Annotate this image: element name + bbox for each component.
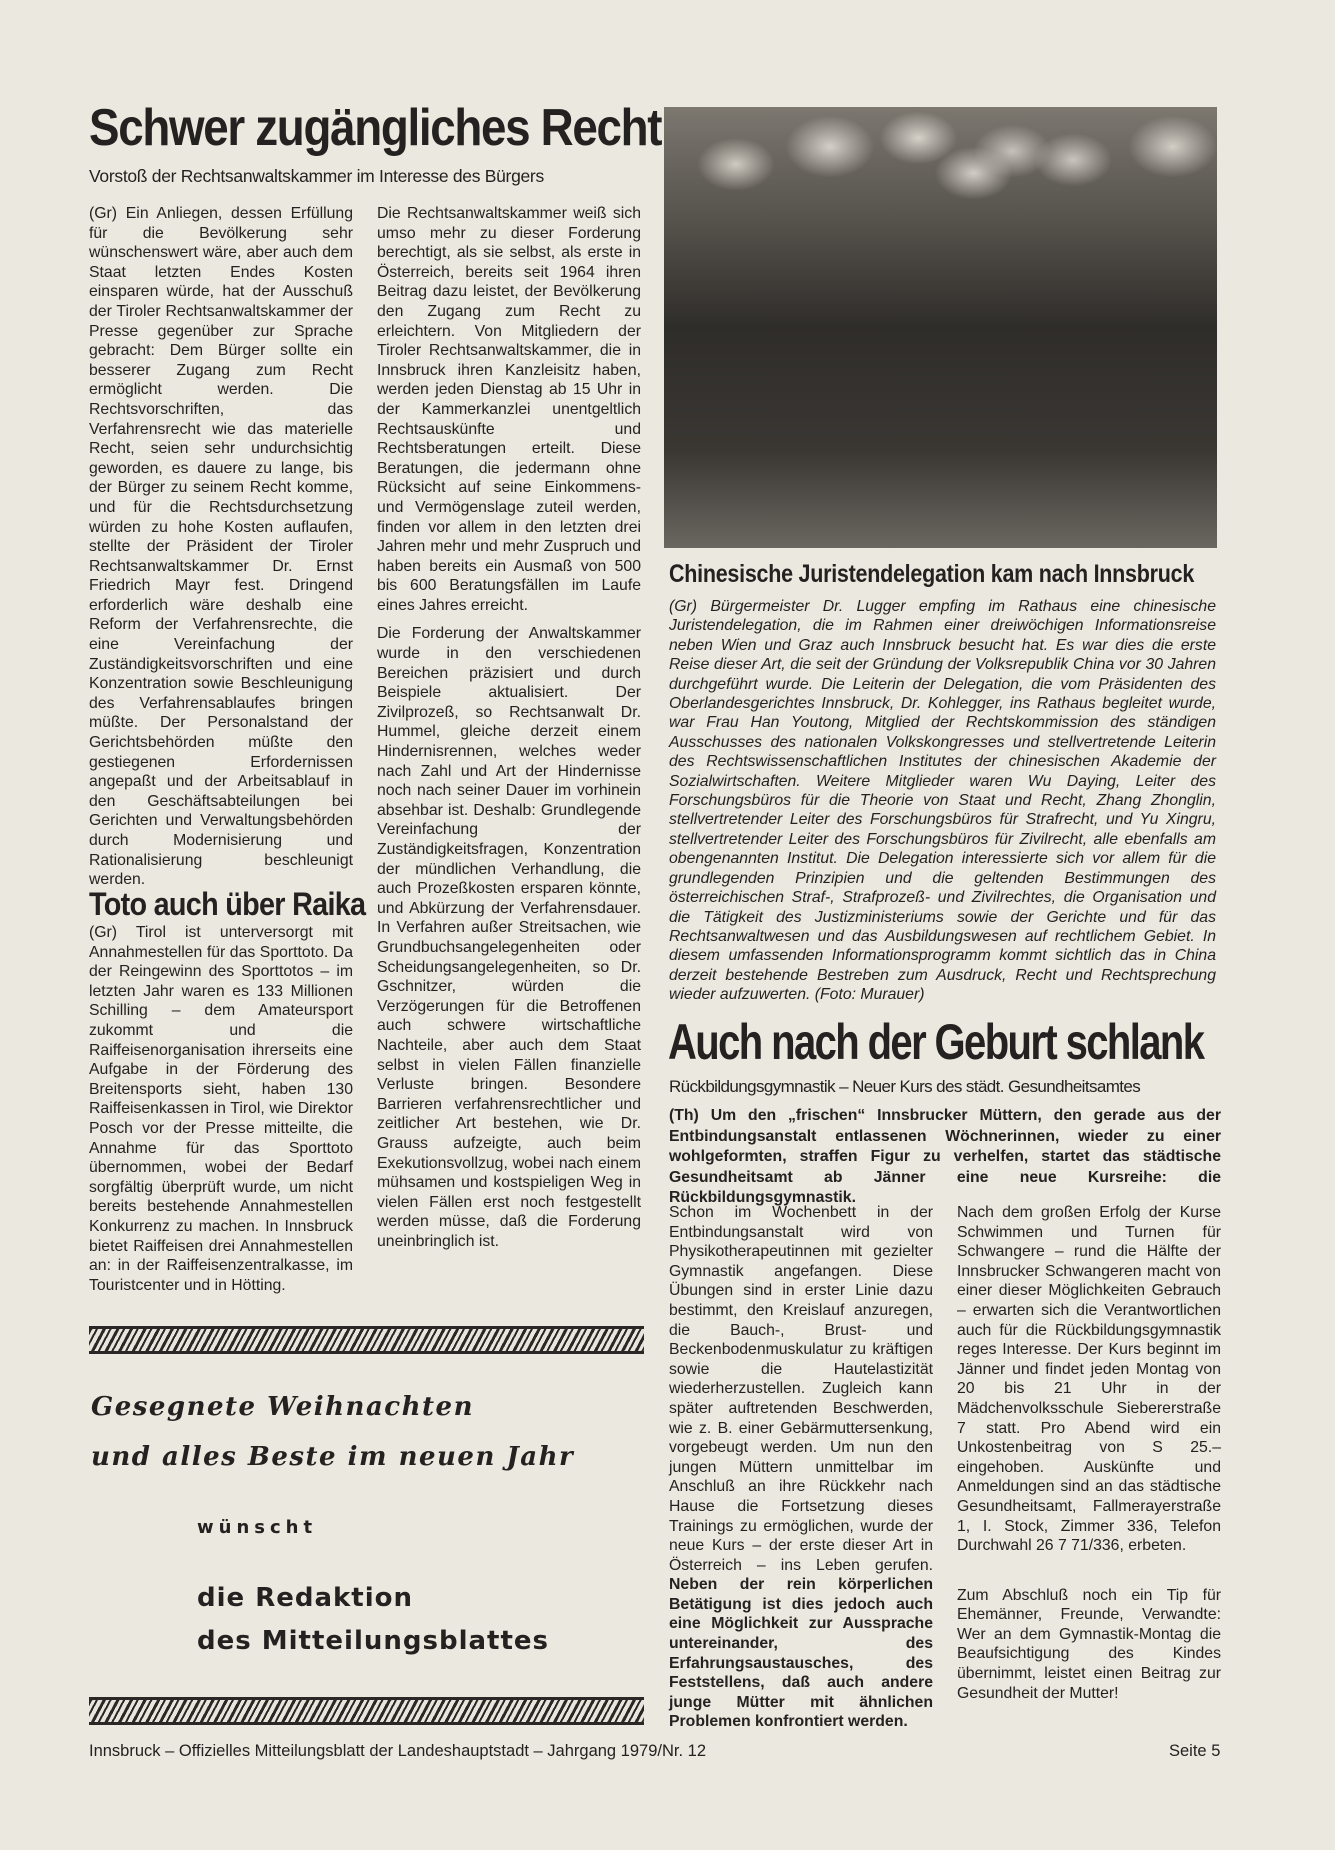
article3-column-1 (669, 1203, 933, 1732)
article1-col1-paragraph: (Gr) Ein Anliegen, dessen Erfüllung für die Bevölkerung sehr wünschenswert wäre, aber auch dem Staat letzten Endes Kosten einsparen würde, hat der Ausschuß der Tiroler Rechtsanwaltskammer der Presse gegenüber zur Sprache gebracht: Dem Bürger sollte ein besserer Zugang zum Recht ermöglicht werden. Die Rechtsvorschriften, das Verfahrensrecht wie das materielle Recht, seien sehr undurchsichtig geworden, es dauere zu lange, bis der Bürger zu seinem Recht komme, und für die Rechtsdurchsetzung würden zu hohe Kosten auflaufen, stellte der Präsident der Tiroler Rechtsanwaltskammer Dr. Ernst Friedrich Mayr fest. Dringend erforderlich wäre deshalb eine Reform der Verfahrensrechte, die eine Vereinfachung der Zuständigkeitsvorschriften und eine Konzentration sowie Beschleunigung des Verfahrensablaufes bringen müßte. Der Personalstand der Gerichtsbehörden müßte den gestiegenen Erfordernissen angepaßt und der Arbeitsablauf in den Geschäftsabteilungen bei Gerichten und Verwaltungsbehörden durch Modernisierung und Rationalisierung beschleunigt werden. (89, 205, 353, 889)
greeting-line-4: die Redaktion (197, 1583, 414, 1613)
ornament-border-top (89, 1326, 644, 1354)
article2-headline: Toto auch über Raika (89, 886, 366, 922)
ornament-border-bottom (89, 1697, 644, 1725)
article3-col2-paragraph: Zum Abschluß noch ein Tip für Ehemänner, Freunde, Verwandte: Wer an dem Gymnastik-Montag die Beaufsichtigung des Kindes übernimmt, leistet einen Beitrag zur Gesundheit der Mutter! (957, 1586, 1221, 1702)
article2-paragraph: (Gr) Tirol ist unterversorgt mit Annahmestellen für das Sporttoto. Da der Reingewinn des Sporttotos – im letzten Jahr waren es 133 Millionen Schilling – dem Amateursport zukommt und die Raiffeisenorganisation ihrerseits eine Aufgabe in der Förderung des Breitensports sieht, haben 130 Raiffeisenkassen in Tirol, wie Direktor Posch vor der Presse mitteilte, die Annahme für das Sporttoto übernommen, wobei der Bedarf sorgfältig überprüft wurde, um nicht bereits bestehende Annahmestellen Konkurrenz zu machen. In Innsbruck bietet Raiffeisen drei Annahmestellen an: in der Raiffeisenzentralkasse, im Touristcenter und in Hötting. (89, 924, 353, 1294)
article3-lead: (Th) Um den „frischen“ Innsbrucker Müttern, den gerade aus der Entbindungsanstalt entlassenen Wöchnerinnen, wieder zu einer wohlgeformten, straffen Figur zu verhelfen, startet das städtische Gesundheitsamt ab Jänner eine neue Kursreihe: die Rückbildungsgymnastik. (669, 1107, 1221, 1207)
article1-headline: Schwer zugängliches Recht (89, 99, 662, 157)
article3-col2-paragraph: Nach dem großen Erfolg der Kurse Schwimmen und Turnen für Schwangere – rund die Hälfte der Innsbrucker Schwangeren macht von einer dieser Möglichkeiten Gebrauch – erwarten sich die Verantwortlichen auch für die Rückbildungsgymnastik reges Interesse. Der Kurs beginnt im Jänner und findet jeden Montag von 20 bis 21 Uhr in der Mädchenvolksschule Siebererstraße 7 statt. Pro Abend wird ein Unkostenbeitrag von S 25.– eingehoben. Auskünfte und Anmeldungen sind an das städtische Gesundheitsamt, Fallmerayerstraße 1, I. Stock, Zimmer 336, Telefon Durchwahl 26 7 71/336, erbeten. (957, 1204, 1221, 1555)
delegation-photo (664, 107, 1217, 548)
article1-subheadline: Vorstoß der Rechtsanwaltskammer im Interesse des Bürgers (89, 166, 544, 186)
page-footer-publication: Innsbruck – Offizielles Mitteilungsblatt der Landeshauptstadt – Jahrgang 1979/Nr. 12 (89, 1742, 706, 1760)
article3-col1-text: Schon im Wochenbett in der Entbindungsanstalt wird von Physikotherapeutinnen mit gezielter Gymnastik angefangen. Diese Übungen sind in erster Linie dazu bestimmt, den Kreislauf anzuregen, die Bauch-, Brust- und Beckenbodenmuskulatur zu kräftigen sowie die Hautelastizität wiederherzustellen. Zugleich kann später auftretenden Beschwerden, wie z. B. einer Gebärmuttersenkung, vorgebeugt werden. Um nun den jungen Müttern unmittelbar im Anschluß an ihre Rückkehr nach Hause die Fortsetzung dieses Trainings zu ermöglichen, wurde der neue Kurs – der erste dieser Art in Österreich – ins Leben gerufen. (669, 1204, 933, 1574)
photo-article-headline: Chinesische Juristendelegation kam nach Innsbruck (669, 560, 1195, 588)
article1-column-2 (377, 204, 641, 1260)
greeting-line-5: des Mitteilungsblattes (197, 1626, 550, 1656)
article1-col2-paragraph: Die Forderung der Anwaltskammer wurde in den verschiedenen Bereichen präzisiert und durch Beispiele aktualisiert. Der Zivilprozeß, so Rechtsanwalt Dr. Hummel, gleiche derzeit einem Hindernisrennen, welches weder nach Zahl und Art der Hindernisse noch nach seiner Dauer im vorhinein absehbar ist. Deshalb: Grundlegende Vereinfachung der Zuständigkeitsfragen, Konzentration der mündlichen Verhandlung, die auch Prozeßkosten ersparen könnte, und Abkürzung der Verfahrensdauer. In Verfahren außer Streitsachen, wie Grundbuchsangelegenheiten oder Scheidungsangelegenheiten, so Dr. Gschnitzer, würden die Verzögerungen für die Betroffenen auch schwere wirtschaftliche Nachteile, aber auch dem Staat selbst in vielen Fällen finanzielle Verluste bringen. Besondere Barrieren verfahrensrechtlicher und zeitlicher Art bestehen, wie Dr. Grauss aufzeigte, auch beim Exekutionsvollzug, wobei nach einem mühsamen und kostspieligen Weg in vielen Fällen erst noch festgestellt werden müsse, daß die Forderung uneinbringlich ist. (377, 625, 641, 1250)
article3-column-2 (957, 1203, 1221, 1712)
article1-col2-paragraph: Die Rechtsanwaltskammer weiß sich umso mehr zu dieser Forderung berechtigt, als sie selbst, als erste in Österreich, bereits seit 1964 ihren Beitrag dazu leistet, der Bevölkerung den Zugang zum Recht zu erleichtern. Von Mitgliedern der Tiroler Rechtsanwaltskammer, die in Innsbruck ihren Kanzleisitz haben, werden jeden Dienstag ab 15 Uhr in der Kammerkanzlei unentgeltlich Rechtsauskünfte und Rechtsberatungen erteilt. Diese Beratungen, die jedermann ohne Rücksicht auf seine Einkommens- und Vermögenslage zuteil werden, finden vor allem in den letzten drei Jahren mehr und mehr Zuspruch und haben bereits ein Ausmaß von 500 bis 600 Beratungsfällen im Laufe eines Jahres erreicht. (377, 205, 641, 614)
page-number: Seite 5 (1169, 1742, 1221, 1760)
article3-col1-bold-text: Neben der rein körperlichen Betätigung ist dies jedoch auch eine Möglichkeit zur Aussprache untereinander, des Erfahrungsaustausches, des Feststellens, daß auch andere junge Mütter mit ähnlichen Problemen konfrontiert werden. (669, 1576, 933, 1731)
greeting-line-2: und alles Beste im neuen Jahr (91, 1442, 575, 1472)
photo-caption: (Gr) Bürgermeister Dr. Lugger empfing im Rathaus eine chinesische Juristendelegation, die im Rahmen einer dreiwöchigen Informationsreise neben Wien und Graz auch Innsbruck besucht hat. Es war dies die erste Reise dieser Art, die seit der Gründung der Volksrepublik China vor 30 Jahren durchgeführt wurde. Die Leiterin der Delegation, die vom Präsidenten des Oberlandesgerichtes Innsbruck, Dr. Kohlegger, ins Rathaus begleitet wurde, war Frau Han Youtong, Mitglied der Rechtskommission des ständigen Ausschusses des nationalen Volkskongresses und stellvertretende Leiterin des Rechtswissenschaftlichen Institutes der chinesischen Akademie der Sozialwirtschaften. Weitere Mitglieder waren Wu Daying, Leiter des Forschungsbüros für die Theorie von Staat und Recht, Zhang Zhonglin, stellvertretender Leiter des Forschungsbüros für Strafrecht, und Yu Xingru, stellvertretender Leiter des Forschungsbüros für Zivilrecht, alle ebenfalls am obengenannten Institut. Die Delegation interessierte sich vor allem für die grundlegenden Prinzipien und die geltenden Bestimmungen des österreichischen Straf-, Strafprozeß- und Zivilrechtes, die Organisation und die Tätigkeit des Justizministeriums sowie der Gerichte und für das Rechtsanwaltwesen und das Ausbildungswesen auf rechtlichem Gebiet. In diesem umfassenden Informationsprogramm kommt sichtlich das in China derzeit bestehende Bestreben zum Ausdruck, Recht und Rechtsprechung wieder aufzuwerten. (Foto: Murauer) (669, 598, 1216, 1004)
greeting-line-3: wünscht (197, 1517, 318, 1538)
article1-column-1 (89, 204, 353, 899)
article3-subheadline: Rückbildungsgymnastik – Neuer Kurs des städt. Gesundheitsamtes (669, 1077, 1141, 1096)
article3-headline: Auch nach der Geburt schlank (668, 1014, 1204, 1070)
article2-body (89, 923, 353, 1304)
greeting-line-1: Gesegnete Weihnachten (91, 1392, 474, 1422)
